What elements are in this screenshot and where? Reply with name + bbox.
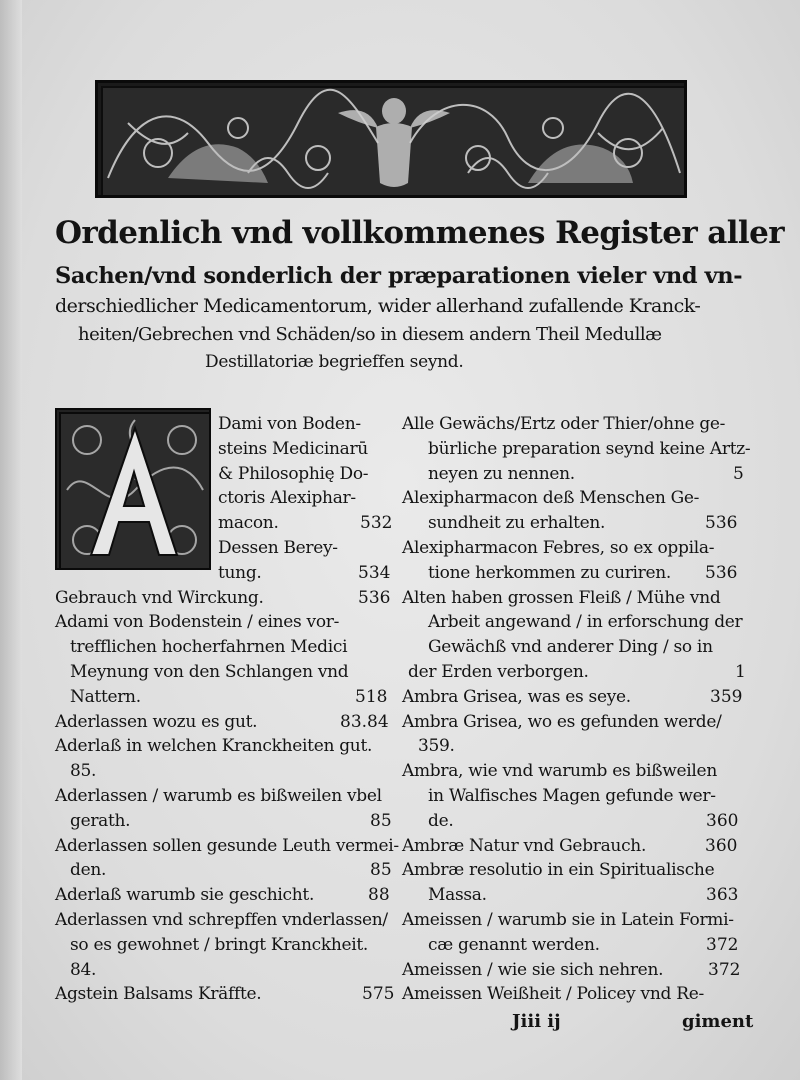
page-number: 83.84 xyxy=(340,711,389,732)
register-title-line-4: heiten/Gebrechen vnd Schäden/so in diesem andern Theil Medullæ xyxy=(78,324,662,345)
page-number: 85 xyxy=(370,860,392,881)
index-entry-text: Dessen Berey- xyxy=(218,538,338,558)
page-number: 536 xyxy=(358,587,391,608)
index-entry-text: Gewächß vnd anderer Ding / so in xyxy=(428,637,713,658)
ornamental-headpiece xyxy=(95,80,687,198)
page-number: 85 xyxy=(370,810,392,831)
index-entry-text: Adami von Bodenstein / eines vor- xyxy=(55,612,340,633)
page-number: 536 xyxy=(705,562,738,583)
index-entry-text: 84. xyxy=(70,959,97,980)
index-entry-text: Aderlaß in welchen Kranckheiten gut. xyxy=(55,736,373,757)
index-entry-text: Dami von Boden- xyxy=(218,414,361,434)
index-entry-text: Ameissen / warumb sie in Latein Formi- xyxy=(402,910,734,930)
page-number: 532 xyxy=(360,513,393,534)
page-number: 536 xyxy=(705,513,738,534)
index-entry-text: Meynung von den Schlangen vnd xyxy=(70,662,349,682)
index-entry-text: & Philosophię Do- xyxy=(218,463,369,484)
index-entry-text: sundheit zu erhalten. xyxy=(428,513,606,534)
index-entry-text: Ambra Grisea, was es seye. xyxy=(402,686,631,707)
page-number: 534 xyxy=(358,562,391,583)
index-entry-text: bürliche preparation seynd keine Artz- xyxy=(428,438,751,459)
index-entry-text: Massa. xyxy=(428,885,487,906)
register-title-line-2: Sachen/vnd sonderlich der præparationen vieler vnd vn- xyxy=(55,263,743,289)
index-entry-text: in Walfisches Magen gefunde wer- xyxy=(428,786,716,806)
index-entry-text: Ambræ Natur vnd Gebrauch. xyxy=(402,835,647,856)
index-entry-text: Nattern. xyxy=(70,686,141,707)
page-edge-shadow xyxy=(0,0,22,1080)
index-entry-text: Alexipharmacon Febres, so ex oppila- xyxy=(402,538,715,558)
index-entry-text: Aderlassen vnd schrepffen vnderlassen/ xyxy=(55,910,388,930)
index-entry-text: macon. xyxy=(218,513,279,534)
index-entry-text: 85. xyxy=(70,761,97,782)
page-number: 372 xyxy=(708,959,741,980)
index-entry-text: ctoris Alexiphar- xyxy=(218,488,356,509)
page-number: 1 xyxy=(735,662,746,682)
signature-mark: Jiii ij xyxy=(512,1011,561,1032)
index-entry-text: neyen zu nennen. xyxy=(428,463,575,484)
index-entry-text: Ambra, wie vnd warumb es bißweilen xyxy=(402,761,717,782)
page-number: 360 xyxy=(706,810,739,831)
index-entry-text: so es gewohnet / bringt Kranckheit. xyxy=(70,934,369,955)
index-entry-text: Alle Gewächs/Ertz oder Thier/ohne ge- xyxy=(402,414,726,434)
index-entry-text: 359. xyxy=(418,736,455,757)
index-entry-text: tung. xyxy=(218,562,262,583)
page-number: 5 xyxy=(733,463,744,484)
index-entry-text: de. xyxy=(428,810,454,831)
catchword: giment xyxy=(682,1011,754,1032)
index-entry-text: Agstein Balsams Kräffte. xyxy=(55,984,262,1005)
page-number: 372 xyxy=(706,934,739,955)
index-entry-text: Alten haben grossen Fleiß / Mühe vnd xyxy=(402,587,721,608)
register-title-line-3: derschiedlicher Medicamentorum, wider allerhand zufallende Kranck- xyxy=(55,295,701,317)
index-entry-text: Aderlassen / warumb es bißweilen vbel xyxy=(55,786,382,806)
register-title-line-5: Destillatoriæ begrieffen seynd. xyxy=(205,352,464,372)
index-entry-text: steins Medicinarū xyxy=(218,438,368,459)
page-number: 360 xyxy=(705,835,738,856)
index-entry-text: Ambra Grisea, wo es gefunden werde/ xyxy=(402,711,722,732)
index-entry-text: Alexipharmacon deß Menschen Ge- xyxy=(402,488,700,509)
page-number: 363 xyxy=(706,885,739,906)
index-entry-text: den. xyxy=(70,860,107,881)
index-entry-text: cæ genannt werden. xyxy=(428,934,600,955)
index-entry-text: Arbeit angewand / in erforschung der xyxy=(428,612,743,633)
index-entry-text: Ambræ resolutio in ein Spiritualische xyxy=(402,860,715,881)
index-entry-text: tione herkommen zu curiren. xyxy=(428,562,672,583)
index-entry-text: Aderlassen wozu es gut. xyxy=(55,711,258,732)
index-entry-text: Aderlaß warumb sie geschicht. xyxy=(55,885,315,906)
index-entry-text: gerath. xyxy=(70,810,131,831)
page-number: 88 xyxy=(368,885,390,906)
index-entry-text: Gebrauch vnd Wirckung. xyxy=(55,587,264,608)
index-entry-text: trefflichen hocherfahrnen Medici xyxy=(70,637,348,658)
index-entry-text: Ameissen Weißheit / Policey vnd Re- xyxy=(402,984,704,1005)
index-entry-text: Aderlassen sollen gesunde Leuth vermei- xyxy=(55,835,399,856)
index-entry-text: der Erden verborgen. xyxy=(408,662,589,682)
page-number: 575 xyxy=(362,984,395,1005)
page-number: 359 xyxy=(710,686,743,707)
decorated-initial-a xyxy=(55,408,211,570)
page-number: 518 xyxy=(355,686,388,707)
register-title: Ordenlich vnd vollkommenes Register aller xyxy=(55,215,784,251)
index-entry-text: Ameissen / wie sie sich nehren. xyxy=(402,959,664,980)
